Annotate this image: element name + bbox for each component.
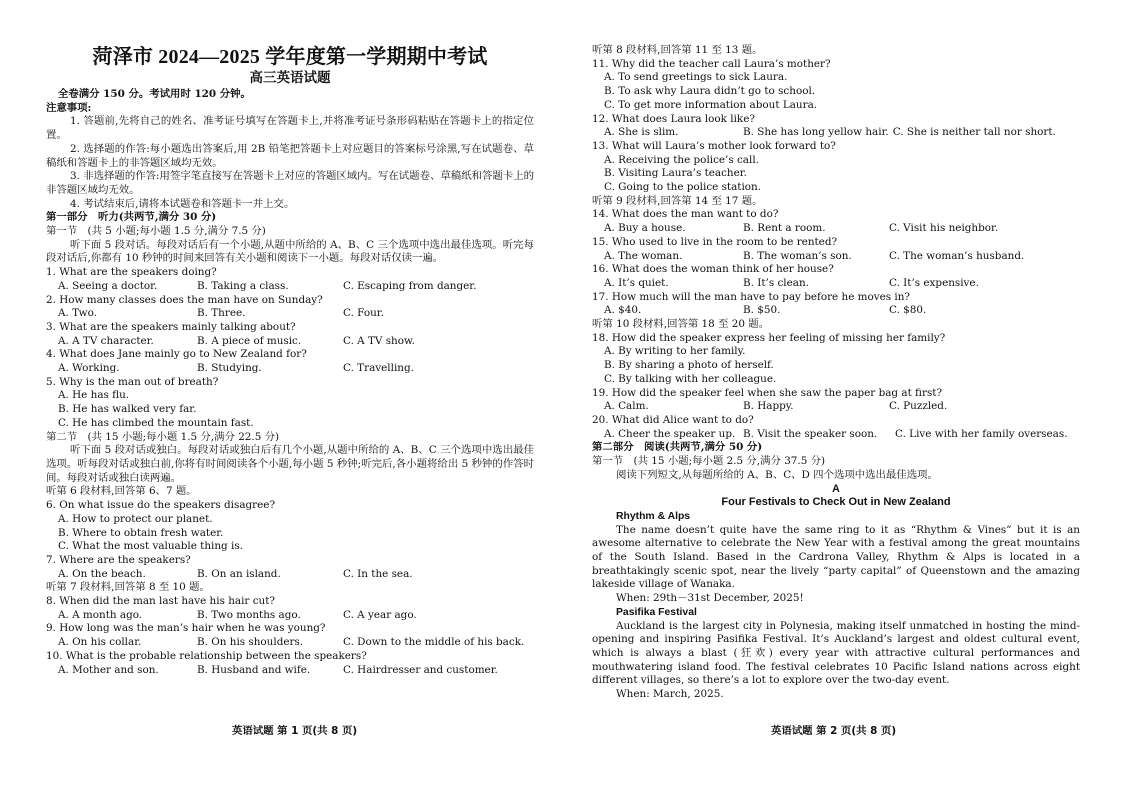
part2-section1-title: 第一节 (共 15 小题;每小题 2.5 分,满分 37.5 分) [592, 455, 826, 468]
option-a: A. Buy a house. [604, 222, 686, 235]
option-b: B. It’s clean. [743, 276, 809, 289]
notes-title: 注意事项: [46, 101, 92, 114]
question-2: 2. How many classes does the man have on Sunday? [46, 293, 323, 306]
material-9-label: 听第 9 段材料,回答第 14 至 17 题。 [592, 194, 763, 207]
option-b: B. Visiting Laura’s teacher. [604, 167, 747, 180]
question-6: 6. On what issue do the speakers disagree? [46, 499, 276, 512]
part1-section2-instructions: 听下面 5 段对话或独白。每段对话或独白后有几个小题,从题中所给的 A、B、C 三个选项中选出最佳选项。听每段对话或独白前,你将有时间阅读各个小题,每小题 5 秒钟;听完后,各小题将给出 5 秒钟的作答时间。每段对话或独白读两遍。 [46, 444, 534, 484]
question-17: 17. How much will the man have to pay before he moves in? [592, 290, 911, 303]
question-20: 20. What did Alice want to do? [592, 413, 754, 426]
option-b: B. $50. [743, 304, 781, 317]
question-14: 14. What does the man want to do? [592, 208, 779, 221]
part2-title: 第二部分 阅读(共两节,满分 50 分) [592, 441, 763, 454]
option-a: A. A month ago. [58, 608, 143, 621]
option-b: B. She has long yellow hair. [743, 126, 889, 139]
festival-2-name: Pasifika Festival [616, 606, 697, 618]
option-b: B. A piece of music. [197, 334, 302, 347]
question-9: 9. How long was the man’s hair when he was young? [46, 622, 326, 635]
option-a: A. On his collar. [58, 636, 142, 649]
festival-1-text: The name doesn’t quite have the same ring to it as “Rhythm & Vines” but it is an awesome alternative to celebrate the New Year with a festival among the great mountains of the South Island. Based in the Cardrona Valley, Rhythm & Alps is located in a breathtakingly scenic spot, near the lively “party capital” of Queenstown and the amazing lakeside village of Wanaka. [592, 523, 1080, 591]
option-a: A. By writing to her family. [604, 345, 746, 358]
option-c: C. Visit his neighbor. [889, 222, 999, 235]
question-10: 10. What is the probable relationship between the speakers? [46, 649, 367, 662]
option-b: B. On his shoulders. [197, 636, 304, 649]
question-4-options [46, 362, 534, 376]
option-b: B. Rent a room. [743, 222, 826, 235]
option-c: C. Live with her family overseas. [895, 427, 1068, 440]
question-16-options [592, 277, 1080, 291]
question-8: 8. When did the man last have his hair cut? [46, 595, 275, 608]
festival-1-name: Rhythm & Alps [616, 510, 691, 522]
option-b: B. Where to obtain fresh water. [58, 526, 224, 539]
option-c: C. A year ago. [343, 608, 417, 621]
option-a: A. How to protect our planet. [58, 512, 213, 525]
option-c: C. She is neither tall nor short. [892, 126, 1056, 139]
option-c: C. Going to the police station. [604, 181, 762, 194]
option-b: B. Happy. [743, 400, 794, 413]
question-7: 7. Where are the speakers? [46, 553, 191, 566]
option-b: B. Husband and wife. [197, 663, 311, 676]
question-2-options [46, 307, 534, 321]
passage-title: Four Festivals to Check Out in New Zealand [721, 496, 951, 509]
option-a: A. Calm. [604, 400, 649, 413]
option-b: B. Three. [197, 307, 246, 320]
left-column [46, 44, 534, 677]
note-item: 3. 非选择题的作答:用签字笔直接写在答题卡上对应的答题区域内。写在试题卷、草稿纸和答题卡上的非答题区域均无效。 [46, 170, 534, 196]
part1-title: 第一部分 听力(共两节,满分 30 分) [46, 211, 217, 224]
option-a: A. Seeing a doctor. [58, 279, 158, 292]
material-8-label: 听第 8 段材料,回答第 11 至 13 题。 [592, 44, 763, 56]
option-a: A. He has flu. [58, 389, 130, 402]
question-12-options [592, 126, 1080, 140]
question-1: 1. What are the speakers doing? [46, 266, 217, 279]
option-b: B. The woman’s son. [743, 249, 852, 262]
question-19: 19. How did the speaker feel when she saw the paper bag at first? [592, 386, 943, 399]
option-b: B. Two months ago. [197, 608, 301, 621]
part1-section1-title: 第一节 (共 5 小题;每小题 1.5 分,满分 7.5 分) [46, 225, 266, 238]
option-a: A. Mother and son. [58, 663, 159, 676]
question-3-options [46, 335, 534, 349]
part2-section1-instructions: 阅读下列短文,从每题所给的 A、B、C、D 四个选项中选出最佳选项。 [616, 468, 938, 481]
option-a: A. Working. [58, 362, 120, 375]
option-c: C. In the sea. [343, 567, 413, 580]
question-1-options [46, 280, 534, 294]
option-a: A. $40. [604, 304, 642, 317]
material-10-label: 听第 10 段材料,回答第 18 至 20 题。 [592, 318, 770, 331]
option-c: C. What the most valuable thing is. [58, 540, 243, 553]
page-footer-right: 英语试题 第 2 页(共 8 页) [771, 725, 897, 737]
question-19-options [592, 400, 1080, 414]
part1-section1-instructions: 听下面 5 段对话。每段对话后有一个小题,从题中所给的 A、B、C 三个选项中选出最佳选项。听完每段对话后,你都有 10 秒钟的时间来回答有关小题和阅读下一小题。每段对话仅读一遍。 [46, 238, 534, 265]
option-a: A. On the beach. [58, 567, 146, 580]
option-c: C. A TV show. [343, 334, 415, 347]
option-c: C. Travelling. [343, 362, 414, 375]
option-c: C. $80. [889, 304, 927, 317]
question-9-options [46, 636, 534, 650]
note-item: 2. 选择题的作答:每小题选出答案后,用 2B 铅笔把答题卡上对应题目的答案标号涂黑,写在试题卷、草稿纸和答题卡上的非答题区域均无效。 [46, 142, 534, 169]
question-10-options [46, 664, 534, 678]
option-a: A. Two. [58, 307, 97, 320]
question-15-options [592, 250, 1080, 264]
option-c: C. Puzzled. [889, 400, 948, 413]
question-20-options [592, 428, 1080, 442]
question-7-options [46, 568, 534, 582]
material-7-label: 听第 7 段材料,回答第 8 至 10 题。 [46, 581, 210, 594]
page-footer-left: 英语试题 第 1 页(共 8 页) [232, 725, 358, 737]
festival-1-when: When: 29th－31st December, 2025! [616, 592, 804, 605]
option-b: B. On an island. [197, 567, 281, 580]
question-11: 11. Why did the teacher call Laura’s mother? [592, 57, 831, 70]
option-b: B. Visit the speaker soon. [743, 427, 878, 440]
question-12: 12. What does Laura look like? [592, 112, 755, 125]
note-item: 1. 答题前,先将自己的姓名、准考证号填写在答题卡上,并将准考证号条形码粘贴在答题卡上的指定位置。 [46, 115, 534, 142]
question-13: 13. What will Laura’s mother look forward to? [592, 139, 836, 152]
question-15: 15. Who used to live in the room to be rented? [592, 235, 838, 248]
question-3: 3. What are the speakers mainly talking about? [46, 320, 296, 333]
material-6-label: 听第 6 段材料,回答第 6、7 题。 [46, 485, 197, 498]
option-a: A. She is slim. [604, 126, 679, 139]
right-column [592, 44, 1080, 702]
option-c: C. The woman’s husband. [889, 249, 1025, 262]
option-a: A. The woman. [604, 249, 683, 262]
option-a: A. To send greetings to sick Laura. [604, 71, 788, 84]
question-18: 18. How did the speaker express her feeling of missing her family? [592, 331, 946, 344]
festival-2-when: When: March, 2025. [616, 688, 724, 701]
question-17-options [592, 304, 1080, 318]
exam-title: 菏泽市 2024—2025 学年度第一学期期中考试 [92, 46, 488, 68]
option-c: C. Escaping from danger. [343, 279, 477, 292]
note-item: 4. 考试结束后,请将本试题卷和答题卡一并上交。 [70, 197, 295, 210]
option-c: C. Down to the middle of his back. [343, 636, 525, 649]
option-c: C. He has climbed the mountain fast. [58, 416, 254, 429]
score-info: 全卷满分 150 分。考试用时 120 分钟。 [58, 88, 251, 100]
option-c: C. By talking with her colleague. [604, 372, 777, 385]
question-5: 5. Why is the man out of breath? [46, 375, 219, 388]
part1-section2-title: 第二节 (共 15 小题;每小题 1.5 分,满分 22.5 分) [46, 430, 280, 443]
option-a: A. A TV character. [58, 334, 154, 347]
option-c: C. To get more information about Laura. [604, 98, 818, 111]
festival-2-text: Auckland is the largest city in Polynesia, making itself unmatched in hosting the mind-opening and inspiring Pasifika Festival. It’s Auckland’s largest and oldest cultural event, which is always a blast (狂欢) every year with attractive cultural performances and mouthwatering island food. The festival celebrates 10 Pacific Island nations across eight different villages, so there’s a lot to explore over the two-day event. [592, 619, 1080, 687]
passage-label: A [832, 482, 840, 495]
question-8-options [46, 609, 534, 623]
option-c: C. It’s expensive. [889, 276, 979, 289]
question-4: 4. What does Jane mainly go to New Zealand for? [46, 348, 307, 361]
option-b: B. Studying. [197, 362, 262, 375]
option-b: B. Taking a class. [197, 279, 289, 292]
option-c: C. Four. [343, 307, 384, 320]
option-b: B. To ask why Laura didn’t go to school. [604, 85, 816, 98]
exam-subtitle: 高三英语试题 [249, 70, 331, 86]
option-c: C. Hairdresser and customer. [343, 663, 498, 676]
option-b: B. He has walked very far. [58, 403, 197, 416]
question-16: 16. What does the woman think of her house? [592, 263, 834, 276]
option-a: A. Cheer the speaker up. [604, 427, 736, 440]
question-14-options [592, 222, 1080, 236]
option-a: A. Receiving the police’s call. [604, 153, 759, 166]
option-a: A. It’s quiet. [604, 276, 669, 289]
option-b: B. By sharing a photo of herself. [604, 359, 774, 372]
